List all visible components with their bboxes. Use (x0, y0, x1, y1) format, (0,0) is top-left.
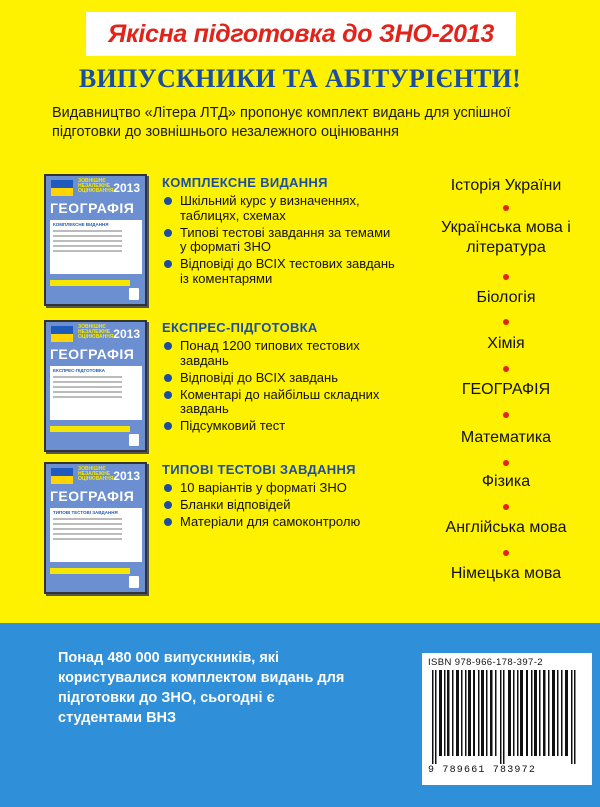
separator-dot-icon (503, 412, 509, 418)
barcode-digits: 9 789661 783972 (428, 765, 537, 776)
list-item: Відповіді до ВСІХ тестових завдань із коментарями (160, 257, 400, 286)
bullet-icon (164, 518, 172, 526)
separator-dot-icon (503, 460, 509, 466)
subject-item: Математика (460, 429, 552, 446)
book-year: 2013 (113, 469, 140, 483)
book-year: 2013 (113, 327, 140, 341)
subject-item: Хімія (487, 335, 525, 352)
subject-item: Англійська мова (445, 519, 567, 536)
section-title-typical: ТИПОВІ ТЕСТОВІ ЗАВДАННЯ (162, 462, 356, 477)
bullet-icon (164, 422, 172, 430)
subject-item: Фізика (481, 473, 531, 490)
section-list-express (160, 339, 400, 436)
isbn-label: ISBN 978-966-178-397-2 (428, 657, 543, 668)
flag-icon (51, 326, 73, 342)
book-title: ГЕОГРАФІЯ (50, 488, 135, 504)
list-item: Шкільний курс у визначеннях, таблицях, схемах (160, 194, 400, 223)
bullet-icon (164, 484, 172, 492)
section-title-express: ЕКСПРЕС-ПІДГОТОВКА (162, 320, 318, 335)
list-item: Відповіді до ВСІХ завдань (160, 371, 400, 386)
list-item: Підсумковий тест (160, 419, 400, 434)
publisher-logo-icon (129, 434, 139, 446)
bullet-icon (164, 342, 172, 350)
headline: ВИПУСКНИКИ ТА АБІТУРІЄНТИ! (78, 64, 522, 93)
book-subtitle: ТИПОВІ ТЕСТОВІ ЗАВДАННЯ (53, 510, 118, 515)
section-title-complex: КОМПЛЕКСНЕ ВИДАННЯ (162, 175, 328, 190)
separator-dot-icon (503, 205, 509, 211)
separator-dot-icon (503, 366, 509, 372)
subject-item: ГЕОГРАФІЯ (461, 381, 551, 398)
book-cover-express: ЗОВНІШНЄ НЕЗАЛЕЖНЕ ОЦІНЮВАННЯ 2013 ГЕОГРАФІЯ ЕКСПРЕС-ПІДГОТОВКА (44, 320, 147, 452)
section-list-typical (160, 481, 400, 532)
list-item: Матеріали для самоконтролю (160, 515, 400, 530)
separator-dot-icon (503, 550, 509, 556)
bullet-icon (164, 229, 172, 237)
subject-item: Біологія (476, 289, 536, 306)
book-cover-complex: ЗОВНІШНЄ НЕЗАЛЕЖНЕ ОЦІНЮВАННЯ 2013 ГЕОГРАФІЯ КОМПЛЕКСНЕ ВИДАННЯ (44, 174, 147, 306)
intro-text: Видавництво «Літера ЛТД» пропонує комплект видань для успішної підготовки до зовнішнього незалежного оцінювання (52, 105, 511, 140)
list-item: Бланки відповідей (160, 498, 400, 513)
list-item: Понад 1200 типових тестових завдань (160, 339, 400, 368)
bullet-icon (164, 391, 172, 399)
list-item: 10 варіантів у форматі ЗНО (160, 481, 400, 496)
publisher-logo-icon (129, 576, 139, 588)
isbn-block (422, 653, 592, 785)
separator-dot-icon (503, 274, 509, 280)
list-item: Типові тестові завдання за темами у форматі ЗНО (160, 226, 400, 255)
list-item: Коментарі до найбільш складних завдань (160, 388, 400, 417)
subject-item: Німецька мова (450, 565, 562, 582)
book-subtitle: КОМПЛЕКСНЕ ВИДАННЯ (53, 222, 109, 227)
flag-icon (51, 468, 73, 484)
stat-text: Понад 480 000 випускників, які користувалися комплектом видань для підготовки до ЗНО, сьогодні є студентами ВНЗ (58, 650, 345, 726)
barcode-icon (428, 670, 586, 764)
book-title: ГЕОГРАФІЯ (50, 346, 135, 362)
banner-text: Якісна підготовка до ЗНО-2013 (108, 19, 494, 48)
bullet-icon (164, 374, 172, 382)
section-list-complex (160, 194, 400, 289)
bullet-icon (164, 260, 172, 268)
subject-item: Історія України (450, 177, 562, 194)
book-cover-typical: ЗОВНІШНЄ НЕЗАЛЕЖНЕ ОЦІНЮВАННЯ 2013 ГЕОГРАФІЯ ТИПОВІ ТЕСТОВІ ЗАВДАННЯ (44, 462, 147, 594)
separator-dot-icon (503, 319, 509, 325)
book-title: ГЕОГРАФІЯ (50, 200, 135, 216)
book-subtitle: ЕКСПРЕС-ПІДГОТОВКА (53, 368, 105, 373)
top-banner (86, 12, 516, 56)
subject-item: Українська мова і література (441, 219, 571, 256)
bullet-icon (164, 501, 172, 509)
separator-dot-icon (503, 504, 509, 510)
bullet-icon (164, 197, 172, 205)
publisher-logo-icon (129, 288, 139, 300)
flag-icon (51, 180, 73, 196)
book-year: 2013 (113, 181, 140, 195)
